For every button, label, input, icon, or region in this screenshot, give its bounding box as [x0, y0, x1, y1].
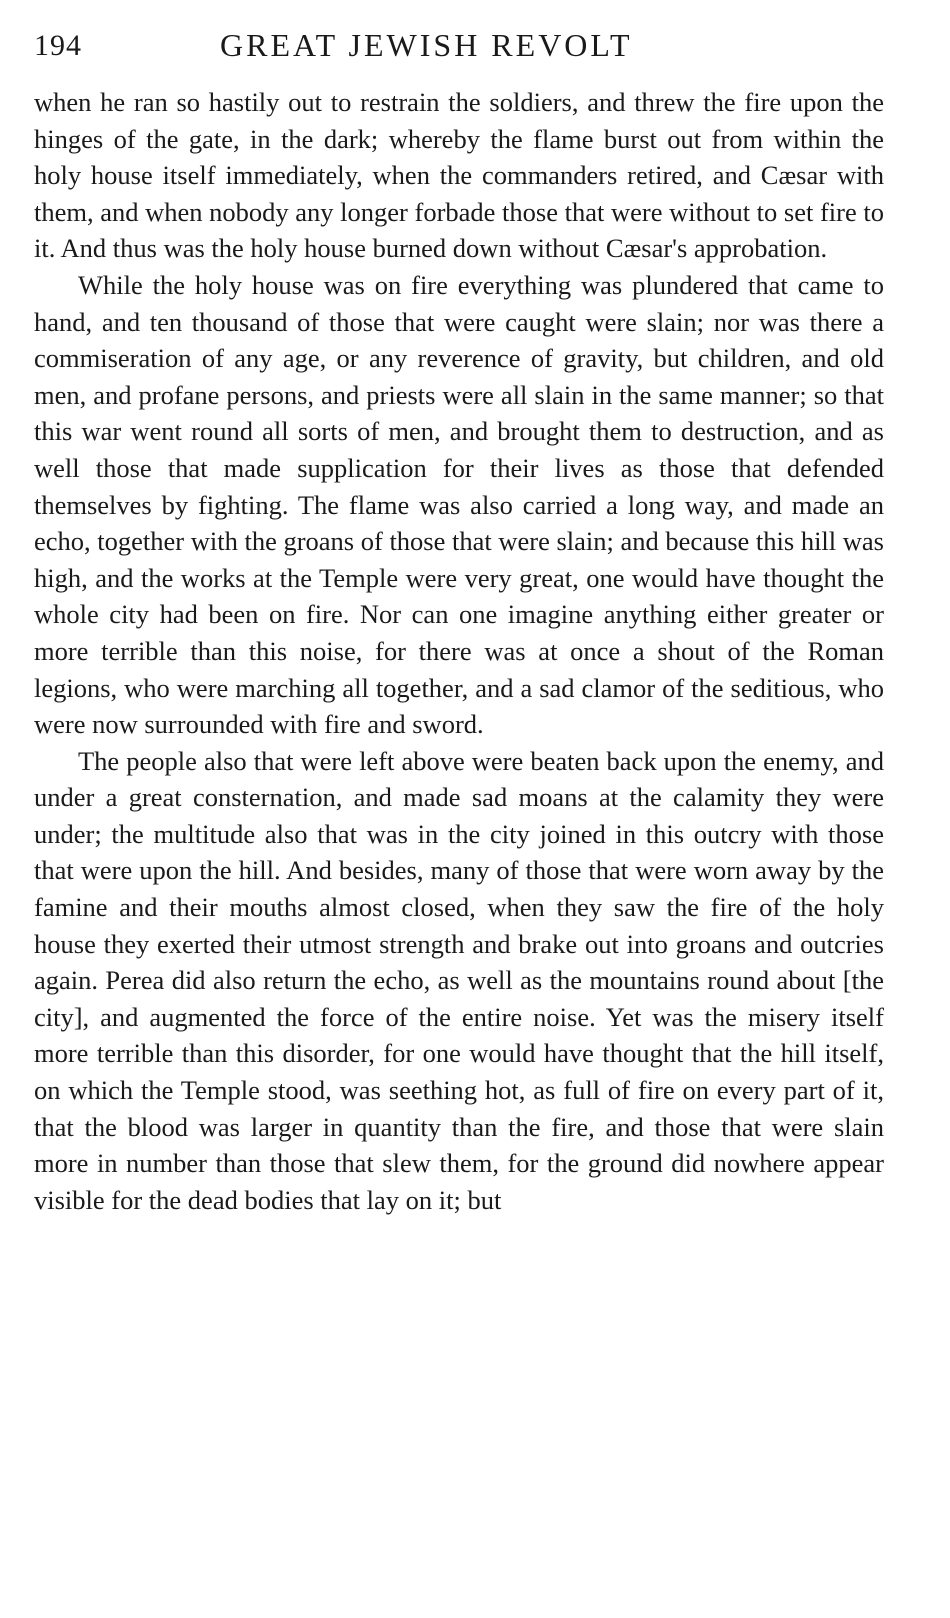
running-head [34, 22, 884, 72]
paragraph-plunder: While the holy house was on fire everything was plundered that came to hand, and ten thousand of those that were caught were slain; nor was there a commiseration of any age, or any reverence of gravity, but children, and old men, and profane persons, and priests were all slain in the same manner; so that this war went round all sorts of men, and brought them to destruction, and as well those that made supplication for their lives as those that defended themselves by fighting. The flame was also carried a long way, and made an echo, together with the groans of those that were slain; and because this hill was high, and the works at the Temple were very great, one would have thought the whole city had been on fire. Nor can one imagine anything either greater or more terrible than this noise, for there was at once a shout of the Roman legions, who were marching all together, and a sad clamor of the seditious, who were now surrounded with fire and sword. [34, 269, 884, 740]
body-text [34, 84, 884, 1218]
paragraph-people: The people also that were left above were beaten back upon the enemy, and under a great consternation, and made sad moans at the calamity they were under; the multitude also that was in the city joined in this outcry with those that were upon the hill. And besides, many of those that were worn away by the famine and their mouths almost closed, when they saw the fire of the holy house they exerted their utmost strength and brake out into groans and outcries again. Perea did also return the echo, as well as the mountains round about [the city], and augmented the force of the entire noise. Yet was the misery itself more terrible than this disorder, for one would have thought that the hill itself, on which the Temple stood, was seething hot, as full of fire on every part of it, that the blood was larger in quantity than the fire, and those that were slain more in number than those that slew them, for the ground did nowhere appear visible for the dead bodies that lay on it; but [34, 745, 884, 1215]
running-title: GREAT JEWISH REVOLT [220, 27, 633, 63]
paragraph-continued: when he ran so hastily out to restrain the soldiers, and threw the fire upon the hinges of the gate, in the dark; whereby the flame burst out from within the holy house itself immediately, when the commanders retired, and Cæsar with them, and when nobody any longer forbade those that were without to set fire to it. And thus was the holy house burned down without Cæsar's approbation. [34, 87, 884, 264]
page-number: 194 [34, 29, 82, 62]
book-page [34, 22, 884, 1602]
